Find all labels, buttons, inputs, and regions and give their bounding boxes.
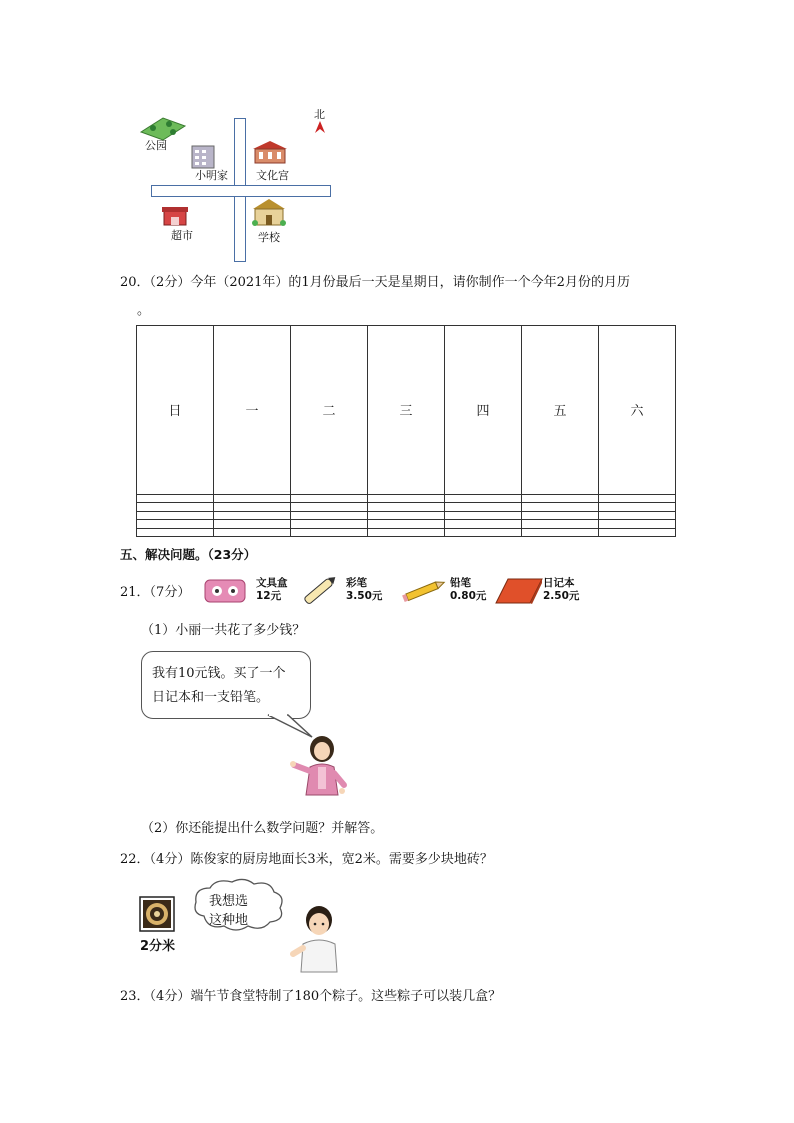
calendar-cell[interactable] <box>522 528 599 536</box>
calendar-cell[interactable] <box>445 503 522 511</box>
question-21-prefix: 21．（7分） <box>120 585 191 600</box>
calendar-header-cell: 四 <box>445 326 522 495</box>
speech-bubble <box>141 651 311 719</box>
calendar-header-cell: 五 <box>522 326 599 495</box>
thought-line-2 <box>209 909 248 920</box>
question-21-sub1: （1）小丽一共花了多少钱？ <box>141 623 306 638</box>
item-price: 12元 <box>256 590 282 602</box>
map-figure <box>137 108 333 256</box>
calendar-cell[interactable] <box>368 528 445 536</box>
girl-illustration <box>288 733 350 799</box>
thought-line-1: 我想选 <box>209 894 249 909</box>
calendar-cell[interactable] <box>522 520 599 528</box>
calendar-cell[interactable] <box>599 520 676 528</box>
item-notebook <box>543 577 579 603</box>
question-22-text: 22．（4分）陈俊家的厨房地面长3米，宽2米。需要多少块地砖？ <box>120 852 493 867</box>
calendar-cell[interactable] <box>214 520 291 528</box>
calendar-cell[interactable] <box>214 528 291 536</box>
culture-palace-icon <box>251 139 289 165</box>
item-pencil <box>450 577 486 603</box>
calendar-cell[interactable] <box>445 511 522 519</box>
calendar-cell[interactable] <box>137 503 214 511</box>
calendar-cell[interactable] <box>291 503 368 511</box>
boy-illustration <box>289 900 345 972</box>
calendar-cell[interactable] <box>291 511 368 519</box>
home-label: 小明家 <box>195 169 228 182</box>
calendar-header-cell: 三 <box>368 326 445 495</box>
house-icon <box>189 142 219 170</box>
calendar-header-row <box>137 326 676 495</box>
calendar-cell[interactable] <box>291 528 368 536</box>
question-21-sub2: （2）你还能提出什么数学问题？并解答。 <box>141 821 384 836</box>
marker-icon <box>298 574 342 606</box>
speech-line-1: 我有10元钱。买了一个 <box>152 666 286 681</box>
calendar-table <box>136 325 676 537</box>
calendar-cell[interactable] <box>368 520 445 528</box>
item-price: 0.80元 <box>450 590 487 602</box>
calendar-cell[interactable] <box>368 511 445 519</box>
pencil-case-icon <box>203 576 247 606</box>
calendar-cell[interactable] <box>137 494 214 502</box>
calendar-cell[interactable] <box>445 528 522 536</box>
north-arrow-icon <box>315 121 325 133</box>
item-marker <box>346 577 382 603</box>
north-label: 北 <box>314 108 325 121</box>
calendar-row <box>137 511 676 519</box>
question-23-text: 23．（4分）端午节食堂特制了180个粽子。这些粽子可以装几盒？ <box>120 989 502 1004</box>
item-price: 3.50元 <box>346 590 383 602</box>
park-label: 公园 <box>145 139 167 152</box>
calendar-cell[interactable] <box>599 511 676 519</box>
calendar-cell[interactable] <box>599 528 676 536</box>
item-price: 2.50元 <box>543 590 580 602</box>
calendar-cell[interactable] <box>137 528 214 536</box>
section-5-title: 五、解决问题。（23分） <box>120 547 257 562</box>
road-junction <box>236 187 245 196</box>
calendar-row <box>137 503 676 511</box>
calendar-header-cell: 六 <box>599 326 676 495</box>
calendar-cell[interactable] <box>137 520 214 528</box>
question-20-text: 20．（2分）今年（2021年）的1月份最后一天是星期日，请你制作一个今年2月份的月历 <box>120 275 630 290</box>
calendar-cell[interactable] <box>368 494 445 502</box>
calendar-row <box>137 494 676 502</box>
calendar-cell[interactable] <box>214 503 291 511</box>
item-name: 彩笔 <box>346 577 367 589</box>
school-icon <box>249 197 289 227</box>
calendar-cell[interactable] <box>214 494 291 502</box>
calendar-cell[interactable] <box>522 503 599 511</box>
item-name: 铅笔 <box>450 577 471 589</box>
item-name: 文具盒 <box>256 577 288 589</box>
pencil-icon <box>400 578 448 604</box>
calendar-cell[interactable] <box>522 511 599 519</box>
calendar-header-cell: 日 <box>137 326 214 495</box>
calendar-cell[interactable] <box>291 520 368 528</box>
calendar-cell[interactable] <box>445 520 522 528</box>
calendar-cell[interactable] <box>522 494 599 502</box>
notebook-icon <box>494 577 544 605</box>
tile-icon <box>139 896 175 932</box>
calendar-row <box>137 520 676 528</box>
item-pencil-case <box>256 577 288 603</box>
calendar-cell[interactable] <box>599 494 676 502</box>
calendar-cell[interactable] <box>599 503 676 511</box>
calendar-cell[interactable] <box>214 511 291 519</box>
supermarket-icon <box>162 205 188 227</box>
calendar-header-cell: 一 <box>214 326 291 495</box>
question-20-text-continuation: 。 <box>137 303 151 318</box>
calendar-header-cell: 二 <box>291 326 368 495</box>
speech-line-2: 日记本和一支铅笔。 <box>152 690 270 705</box>
school-label: 学校 <box>258 231 280 244</box>
calendar-row <box>137 528 676 536</box>
tile-size-label: 2分米 <box>140 939 176 954</box>
calendar-cell[interactable] <box>368 503 445 511</box>
item-name: 日记本 <box>543 577 575 589</box>
calendar-cell[interactable] <box>137 511 214 519</box>
culture-palace-label: 文化宫 <box>256 169 289 182</box>
calendar-cell[interactable] <box>291 494 368 502</box>
supermarket-label: 超市 <box>171 229 193 242</box>
calendar-cell[interactable] <box>445 494 522 502</box>
